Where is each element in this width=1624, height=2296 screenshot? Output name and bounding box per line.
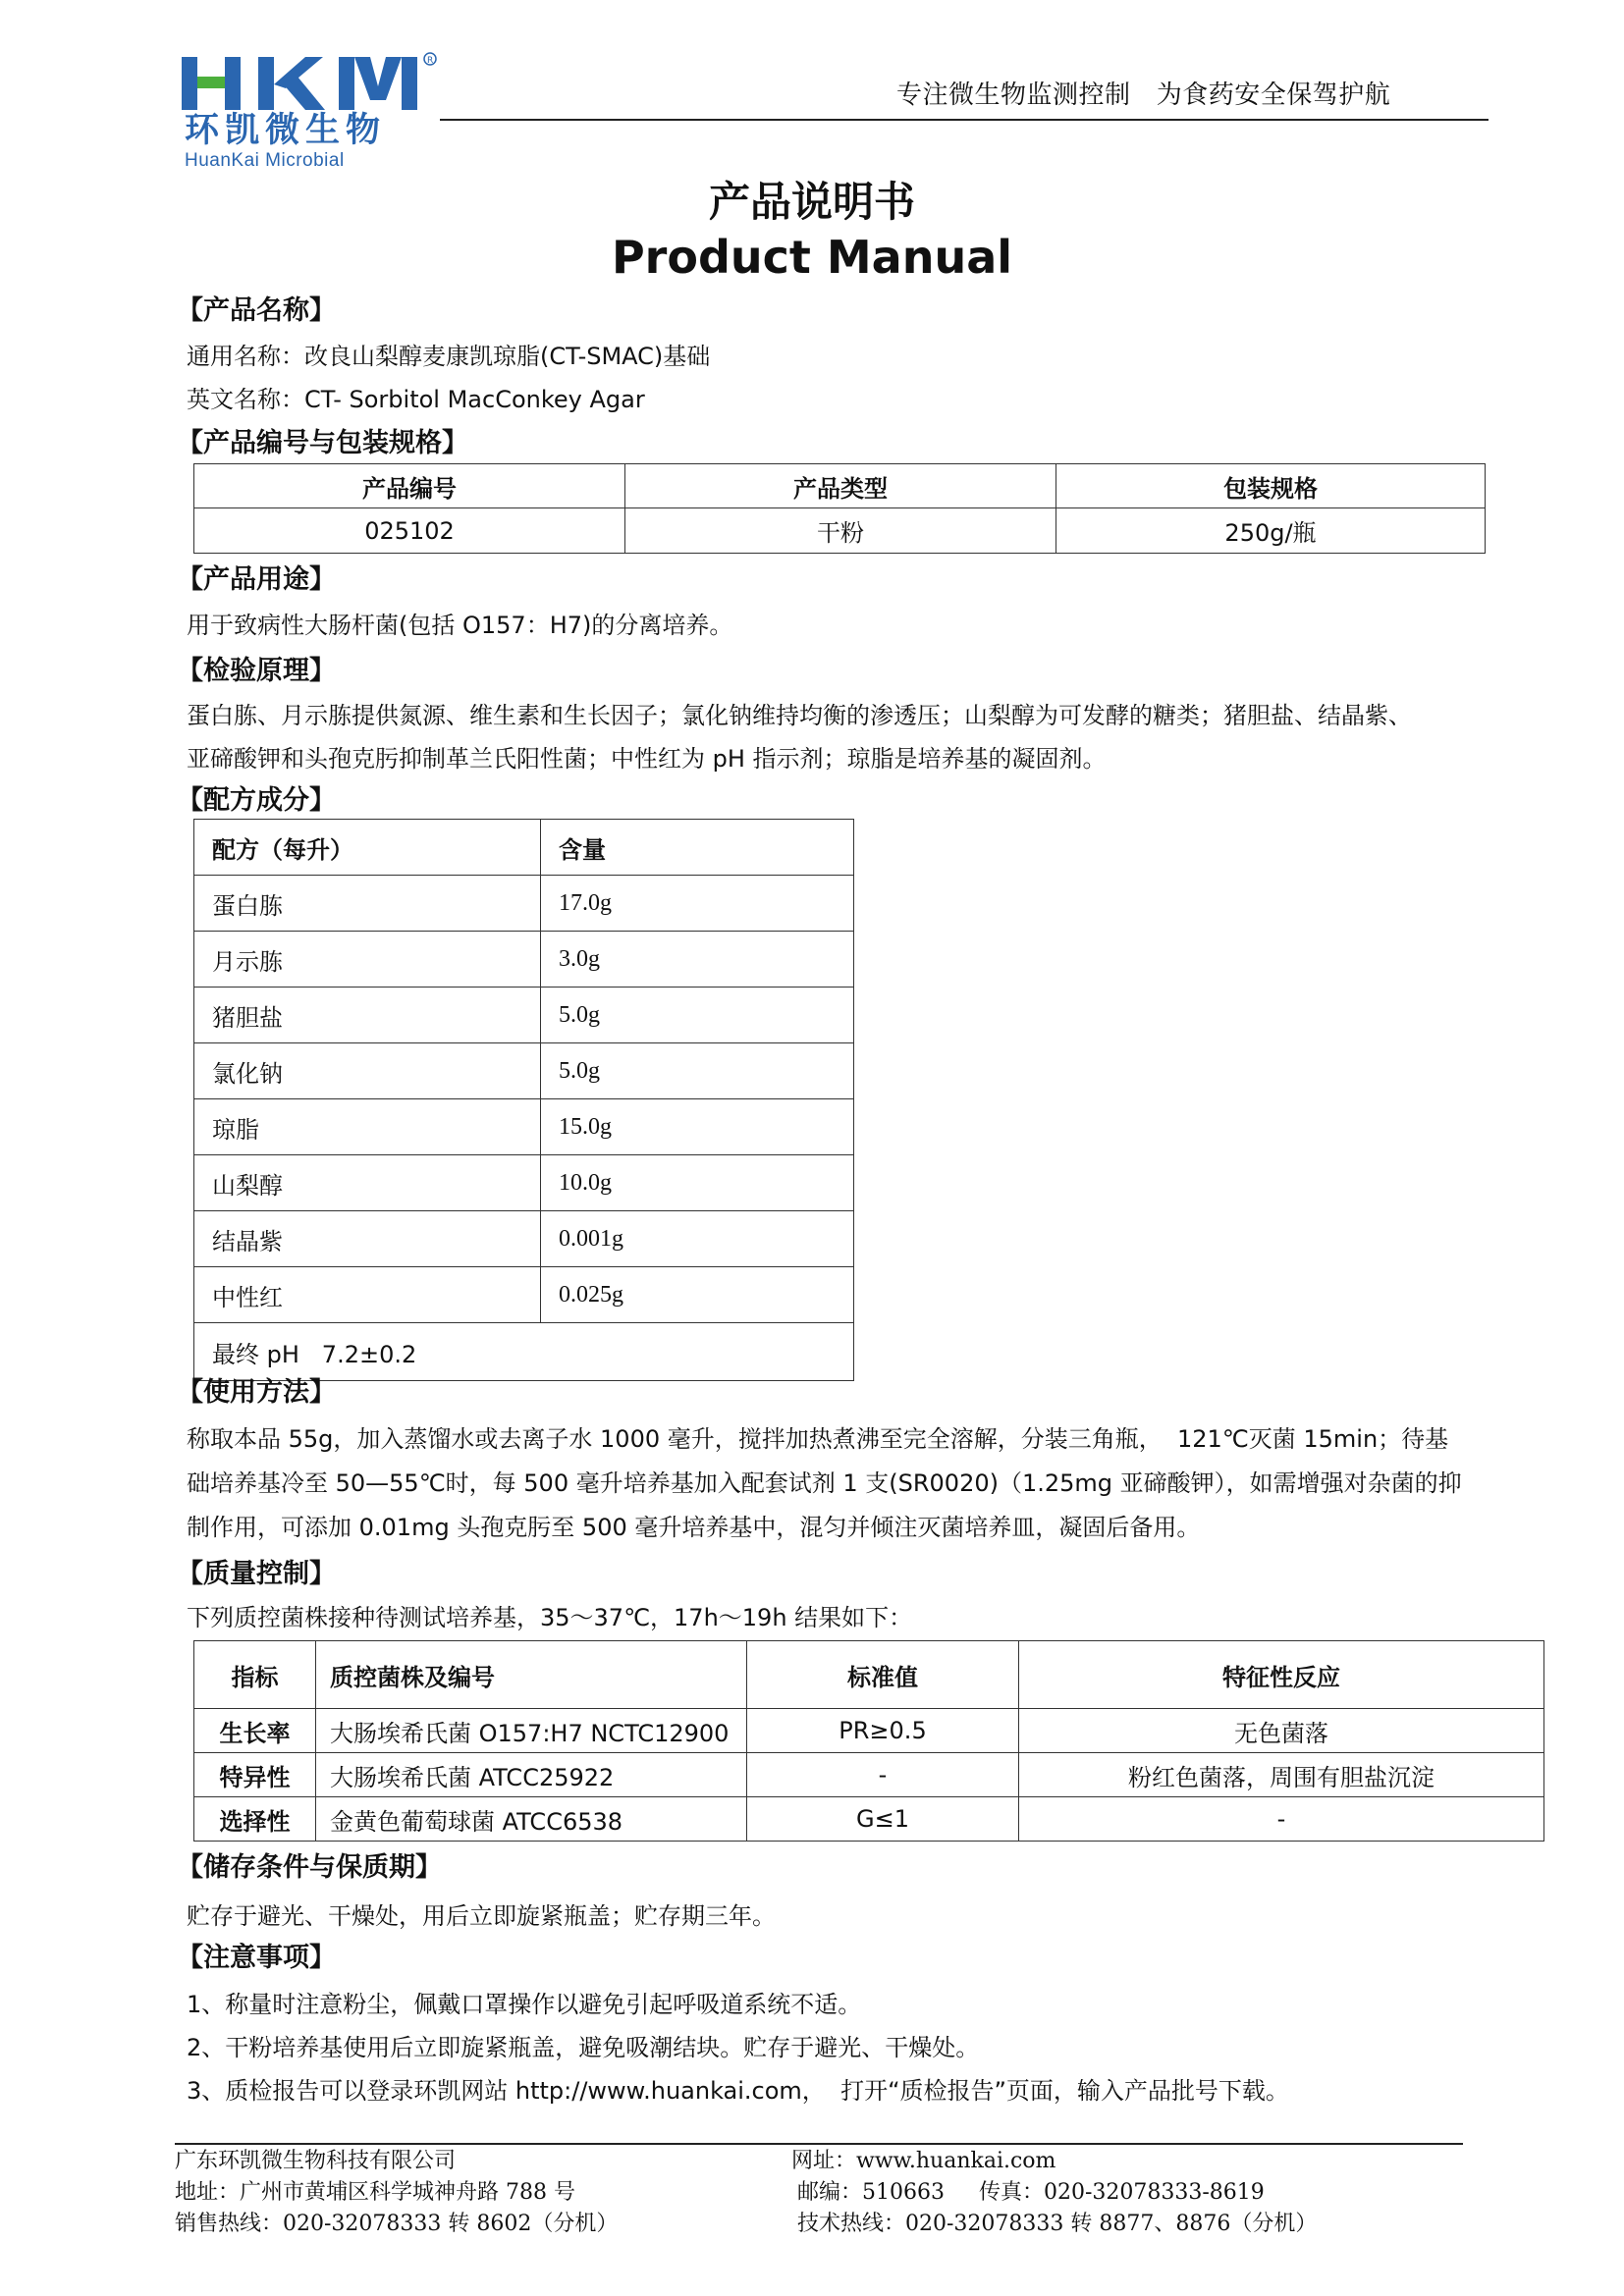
table-row	[194, 1753, 1544, 1797]
table-header-cell: 特征性反应	[1019, 1641, 1544, 1709]
svg-text:R: R	[427, 56, 434, 66]
table-header-cell: 含量	[541, 820, 854, 876]
qc-indicator: 生长率	[194, 1709, 316, 1753]
note-item: 2、干粉培养基使用后立即旋紧瓶盖，避免吸潮结块。贮存于避光、干燥处。	[187, 2034, 980, 2061]
hkm-logo	[180, 51, 445, 112]
footer-sales-hotline: 销售热线：020-32078333 转 8602（分机）	[175, 2212, 619, 2236]
method-line: 称取本品 55g，加入蒸馏水或去离子水 1000 毫升，搅拌加热煮沸至完全溶解，分装三角瓶， 121℃灭菌 15min；待基	[187, 1425, 1449, 1453]
qc-standard: G≤1	[747, 1797, 1019, 1842]
table-row	[194, 1267, 854, 1323]
footer-postal-fax: 邮编：510663 传真：020-32078333-8619	[797, 2180, 1265, 2205]
table-header-cell: 标准值	[747, 1641, 1019, 1709]
ingredient-amount: 10.0g	[541, 1155, 854, 1211]
qc-reaction: 粉红色菌落，周围有胆盐沉淀	[1019, 1753, 1544, 1797]
section-heading-method: 【使用方法】	[177, 1377, 336, 1408]
principle-line: 亚碲酸钾和头孢克肟抑制革兰氏阳性菌；中性红为 pH 指示剂；琼脂是培养基的凝固剂。	[187, 745, 1107, 773]
ingredient-amount: 5.0g	[541, 988, 854, 1043]
table-row	[194, 1099, 854, 1155]
method-line: 制作用，可添加 0.01mg 头孢克肟至 500 毫升培养基中，混匀并倾注灭菌培养皿，凝固后备用。	[187, 1514, 1201, 1541]
footer-website: 网址：www.huankai.com	[791, 2149, 1056, 2173]
product-type: 干粉	[625, 508, 1056, 554]
table-row	[194, 1043, 854, 1099]
method-line: 础培养基冷至 50—55℃时，每 500 毫升培养基加入配套试剂 1 支(SR0020)（1.25mg 亚碲酸钾），如需增强对杂菌的抑	[187, 1469, 1462, 1497]
common-name: 通用名称：改良山梨醇麦康凯琼脂(CT-SMAC)基础	[187, 343, 711, 370]
table-row	[194, 932, 854, 988]
qc-reaction: 无色菌落	[1019, 1709, 1544, 1753]
table-header-cell: 指标	[194, 1641, 316, 1709]
table-header-row	[194, 820, 854, 876]
header-divider	[440, 119, 1489, 121]
note-item: 1、称量时注意粉尘，佩戴口罩操作以避免引起呼吸道系统不适。	[187, 1991, 862, 2018]
ingredient-name: 蛋白胨	[194, 876, 541, 932]
qc-reaction: -	[1019, 1797, 1544, 1842]
ingredient-amount: 5.0g	[541, 1043, 854, 1099]
table-row	[194, 1797, 1544, 1842]
qc-strain: 大肠埃希氏菌 ATCC25922	[316, 1753, 747, 1797]
english-name: 英文名称：CT- Sorbitol MacConkey Agar	[187, 386, 645, 413]
quality-control-table	[193, 1640, 1544, 1842]
page-title-en: Product Manual	[611, 231, 1013, 284]
table-row	[194, 1211, 854, 1267]
table-header-cell: 质控菌株及编号	[316, 1641, 747, 1709]
product-code: 025102	[194, 508, 625, 554]
note-item: 3、质检报告可以登录环凯网站 http://www.huankai.com， 打开“质检报告”页面，输入产品批号下载。	[187, 2077, 1289, 2105]
qc-strain: 金黄色葡萄球菌 ATCC6538	[316, 1797, 747, 1842]
table-header-cell: 配方（每升）	[194, 820, 541, 876]
quality-intro: 下列质控菌株接种待测试培养基，35～37℃，17h～19h 结果如下：	[187, 1604, 913, 1631]
table-header-row	[194, 1641, 1544, 1709]
principle-line: 蛋白胨、月示胨提供氮源、维生素和生长因子；氯化钠维持均衡的渗透压；山梨醇为可发酵的糖类；猪胆盐、结晶紫、	[187, 702, 1412, 729]
section-heading-product-name: 【产品名称】	[177, 295, 336, 326]
footer-address: 地址：广州市黄埔区科学城神舟路 788 号	[175, 2180, 575, 2205]
section-heading-product-spec: 【产品编号与包装规格】	[177, 428, 468, 458]
storage-text: 贮存于避光、干燥处，用后立即旋紧瓶盖；贮存期三年。	[187, 1902, 776, 1930]
table-row	[194, 1709, 1544, 1753]
table-header-cell: 产品编号	[194, 464, 625, 508]
section-heading-usage: 【产品用途】	[177, 564, 336, 595]
footer-company: 广东环凯微生物科技有限公司	[175, 2149, 457, 2173]
ingredient-name: 中性红	[194, 1267, 541, 1323]
table-row	[194, 876, 854, 932]
section-heading-storage: 【储存条件与保质期】	[177, 1852, 442, 1883]
logo-chinese-name: 环凯微生物	[185, 111, 387, 150]
qc-standard: -	[747, 1753, 1019, 1797]
qc-indicator: 选择性	[194, 1797, 316, 1842]
section-heading-principle: 【检验原理】	[177, 656, 336, 686]
usage-text: 用于致病性大肠杆菌(包括 O157：H7)的分离培养。	[187, 612, 733, 639]
ingredient-amount: 3.0g	[541, 932, 854, 988]
footer-tech-hotline: 技术热线：020-32078333 转 8877、8876（分机）	[797, 2212, 1318, 2236]
ingredient-name: 月示胨	[194, 932, 541, 988]
final-ph-row	[194, 1323, 854, 1381]
qc-strain: 大肠埃希氏菌 O157:H7 NCTC12900	[316, 1709, 747, 1753]
header-slogan: 专注微生物监测控制 为食药安全保驾护航	[896, 80, 1391, 110]
ingredient-name: 猪胆盐	[194, 988, 541, 1043]
page-title-cn: 产品说明书	[708, 178, 915, 226]
table-row	[194, 508, 1486, 554]
package-size: 250g/瓶	[1056, 508, 1486, 554]
table-header-row	[194, 464, 1486, 508]
section-heading-notes: 【注意事项】	[177, 1943, 336, 1973]
section-heading-quality: 【质量控制】	[177, 1559, 336, 1589]
ingredient-name: 琼脂	[194, 1099, 541, 1155]
ingredient-name: 氯化钠	[194, 1043, 541, 1099]
ingredient-amount: 17.0g	[541, 876, 854, 932]
logo-english-name: HuanKai Microbial	[185, 150, 345, 171]
ingredient-amount: 0.001g	[541, 1211, 854, 1267]
formula-table	[193, 819, 854, 1381]
product-spec-table	[193, 463, 1486, 554]
ingredient-name: 结晶紫	[194, 1211, 541, 1267]
table-row	[194, 988, 854, 1043]
footer-divider	[175, 2143, 1463, 2145]
table-header-cell: 包装规格	[1056, 464, 1486, 508]
ingredient-amount: 15.0g	[541, 1099, 854, 1155]
qc-standard: PR≥0.5	[747, 1709, 1019, 1753]
final-ph: 最终 pH 7.2±0.2	[194, 1323, 854, 1381]
table-header-cell: 产品类型	[625, 464, 1056, 508]
section-heading-formula: 【配方成分】	[177, 785, 336, 816]
qc-indicator: 特异性	[194, 1753, 316, 1797]
table-row	[194, 1155, 854, 1211]
ingredient-amount: 0.025g	[541, 1267, 854, 1323]
ingredient-name: 山梨醇	[194, 1155, 541, 1211]
